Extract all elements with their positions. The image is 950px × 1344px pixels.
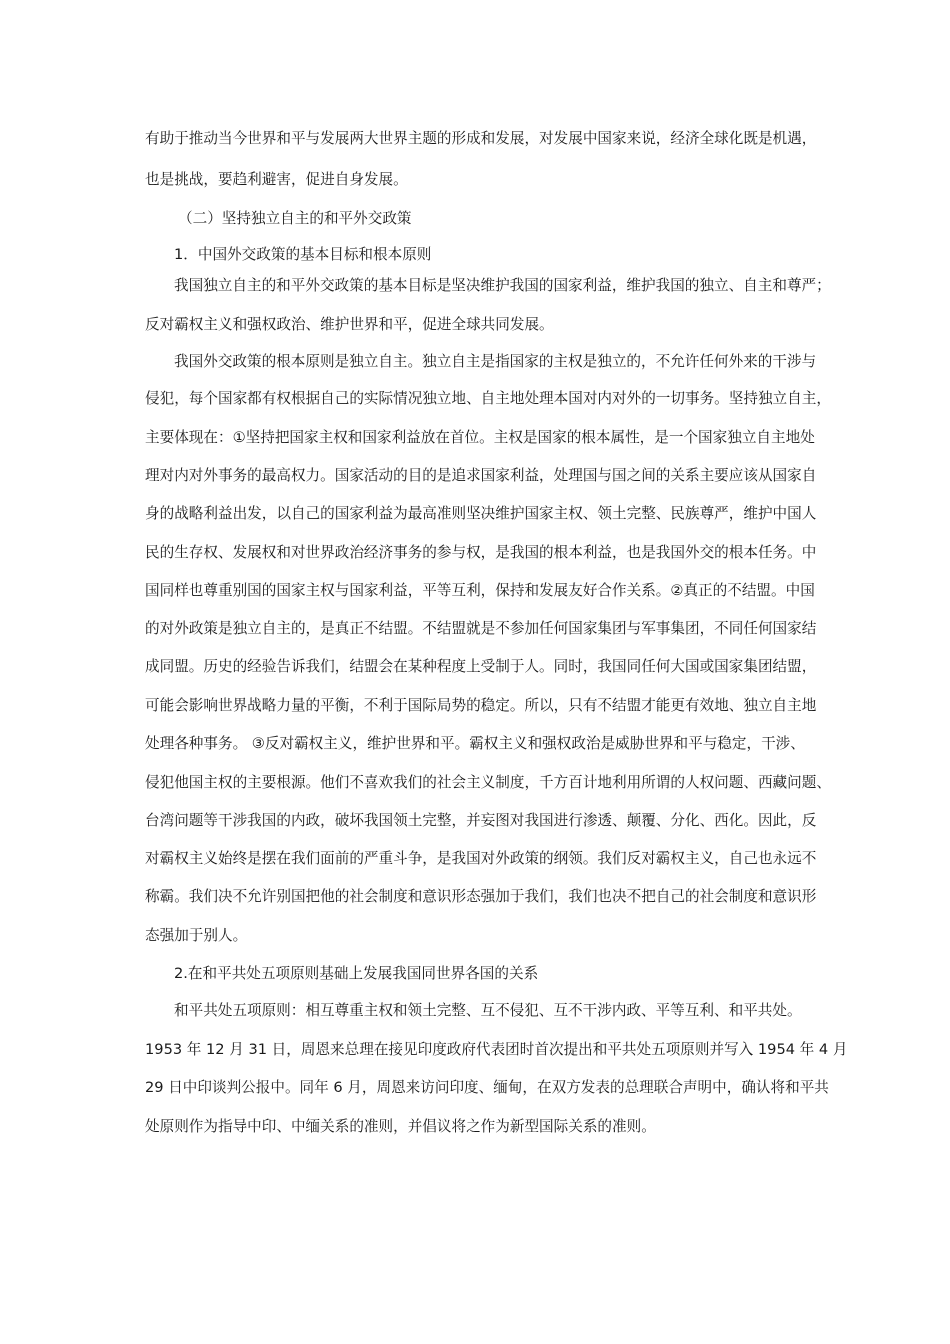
- paragraph-line: 对霸权主义始终是摆在我们面前的严重斗争，是我国对外政策的纲领。我们反对霸权主义，自己也永远不: [145, 850, 817, 867]
- paragraph-line: 理对内对外事务的最高权力。国家活动的目的是追求国家利益，处理国与国之间的关系主要应该从国家自: [145, 467, 817, 484]
- paragraph-line: 成同盟。历史的经验告诉我们，结盟会在某种程度上受制于人。同时，我国同任何大国或国家集团结盟，: [145, 658, 817, 675]
- paragraph-line: 台湾问题等干涉我国的内政，破坏我国领土完整，并妄图对我国进行渗透、颠覆、分化、西化。因此，反: [145, 812, 817, 829]
- subsection-heading: 1．中国外交政策的基本目标和根本原则: [174, 246, 432, 263]
- paragraph-line: 和平共处五项原则：相互尊重主权和领土完整、互不侵犯、互不干涉内政、平等互利、和平共处。: [174, 1002, 802, 1019]
- paragraph-line: 的对外政策是独立自主的，是真正不结盟。不结盟就是不参加任何国家集团与军事集团，不同任何国家结: [145, 620, 817, 637]
- paragraph-line: 处原则作为指导中印、中缅关系的准则，并倡议将之作为新型国际关系的准则。: [145, 1118, 656, 1135]
- paragraph-line: 国同样也尊重别国的国家主权与国家利益，平等互利，保持和发展友好合作关系。②真正的不结盟。中国: [145, 582, 815, 599]
- paragraph-line: 1953 年 12 月 31 日，周恩来总理在接见印度政府代表团时首次提出和平共处五项原则并写入 1954 年 4 月: [145, 1041, 848, 1058]
- paragraph-line: 身的战略利益出发，以自己的国家利益为最高准则坚决维护国家主权、领土完整、民族尊严，维护中国人: [145, 505, 817, 522]
- paragraph-line: 民的生存权、发展权和对世界政治经济事务的参与权，是我国的根本利益，也是我国外交的根本任务。中: [145, 544, 817, 561]
- paragraph-line: 侵犯他国主权的主要根源。他们不喜欢我们的社会主义制度，千方百计地利用所谓的人权问题、西藏问题、: [145, 774, 831, 791]
- paragraph-line: 称霸。我们决不允许别国把他的社会制度和意识形态强加于我们，我们也决不把自己的社会制度和意识形: [145, 888, 817, 905]
- paragraph-line: 态强加于别人。: [145, 927, 248, 944]
- section-heading: （二）坚持独立自主的和平外交政策: [178, 210, 412, 227]
- paragraph-line: 29 日中印谈判公报中。同年 6 月，周恩来访问印度、缅甸，在双方发表的总理联合声明中，确认将和平共: [145, 1079, 829, 1096]
- paragraph-line: 主要体现在：①坚持把国家主权和国家利益放在首位。主权是国家的根本属性，是一个国家独立自主地处: [145, 429, 815, 446]
- paragraph-line: 反对霸权主义和强权政治、维护世界和平，促进全球共同发展。: [145, 316, 554, 333]
- paragraph-line: 有助于推动当今世界和平与发展两大世界主题的形成和发展，对发展中国家来说，经济全球化既是机遇，: [145, 130, 817, 147]
- paragraph-line: 可能会影响世界战略力量的平衡，不利于国际局势的稳定。所以，只有不结盟才能更有效地、独立自主地: [145, 697, 817, 714]
- paragraph-line: 侵犯，每个国家都有权根据自己的实际情况独立地、自主地处理本国对内对外的一切事务。坚持独立自主，: [145, 390, 831, 407]
- paragraph-line: 处理各种事务。 ③反对霸权主义，维护世界和平。霸权主义和强权政治是威胁世界和平与稳定，干涉、: [145, 735, 805, 752]
- paragraph-line: 我国独立自主的和平外交政策的基本目标是坚决维护我国的国家利益，维护我国的独立、自主和尊严；: [174, 277, 831, 294]
- subsection-heading: 2.在和平共处五项原则基础上发展我国同世界各国的关系: [174, 965, 539, 982]
- paragraph-line: 我国外交政策的根本原则是独立自主。独立自主是指国家的主权是独立的，不允许任何外来的干涉与: [174, 353, 817, 370]
- paragraph-line: 也是挑战，要趋利避害，促进自身发展。: [145, 171, 408, 188]
